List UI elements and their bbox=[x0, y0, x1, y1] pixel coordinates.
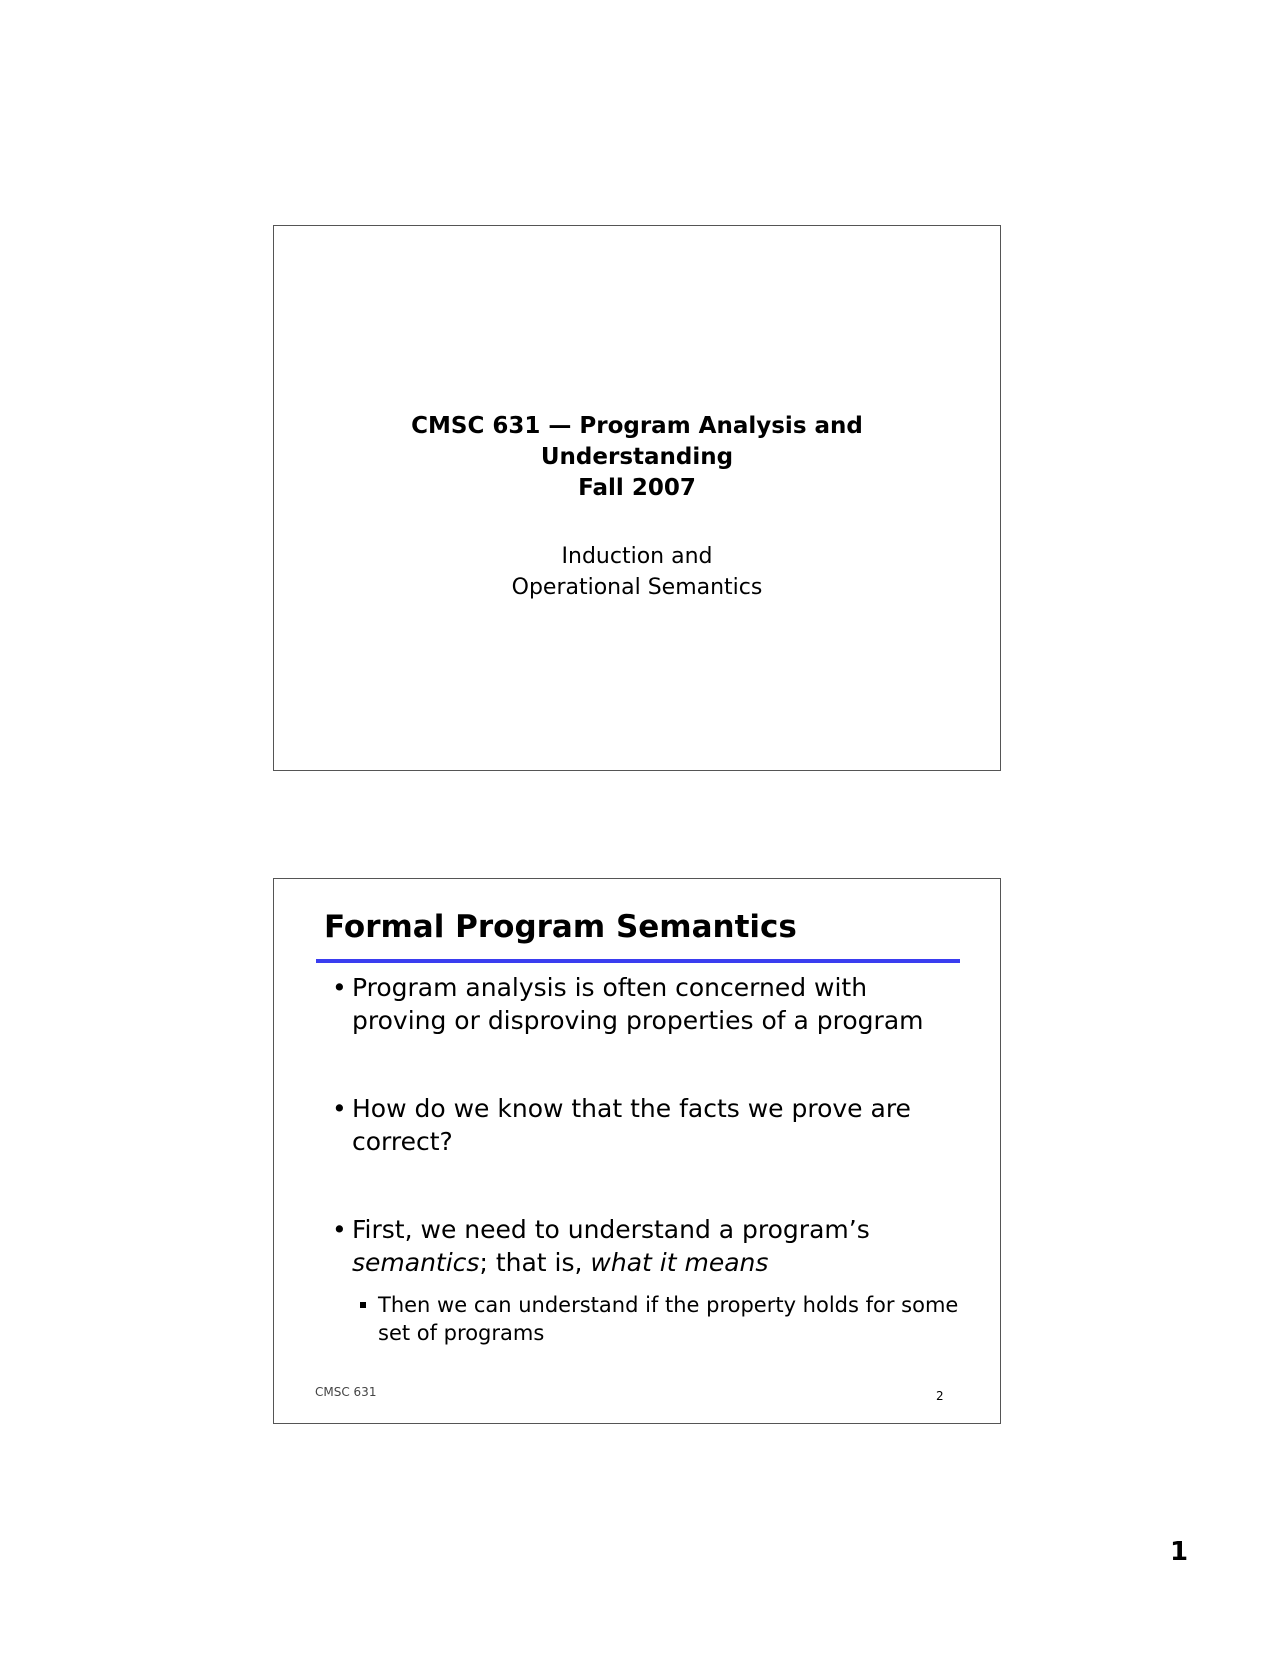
slide-1-subtitle-line: Induction and bbox=[561, 544, 713, 569]
slide-1-subtitle bbox=[274, 541, 1000, 603]
bullet-text: Program analysis is often concerned with proving or disproving properties of a program bbox=[352, 973, 924, 1035]
bullet-text: How do we know that the facts we prove are correct? bbox=[352, 1094, 911, 1156]
bullet-text-part: ; that is, bbox=[479, 1248, 591, 1277]
sub-bullet-item bbox=[352, 1291, 966, 1347]
bullet-item bbox=[326, 1092, 966, 1158]
slide-2-title: Formal Program Semantics bbox=[324, 909, 797, 945]
slide-1-subtitle-line: Operational Semantics bbox=[511, 575, 763, 600]
sub-bullet-text: Then we can understand if the property holds for some set of programs bbox=[378, 1293, 959, 1345]
slide-footer-course: CMSC 631 bbox=[315, 1385, 377, 1399]
bullet-emphasis: what it means bbox=[590, 1248, 769, 1277]
square-bullet-icon bbox=[360, 1302, 366, 1308]
bullet-dot-icon: • bbox=[332, 1215, 347, 1244]
slide-1-title-line: CMSC 631 — Program Analysis and bbox=[411, 413, 863, 439]
bullet-dot-icon: • bbox=[332, 973, 347, 1002]
slide-1-title bbox=[274, 411, 1000, 504]
bullet-list bbox=[326, 971, 966, 1347]
slide-1-title-line: Understanding bbox=[540, 444, 734, 470]
slide-2 bbox=[273, 878, 1001, 1424]
page-number: 1 bbox=[1170, 1537, 1189, 1567]
bullet-text-part: First, we need to understand a program’s bbox=[352, 1215, 870, 1244]
bullet-dot-icon: • bbox=[332, 1094, 347, 1123]
slide-number: 2 bbox=[936, 1389, 944, 1403]
title-underline bbox=[316, 959, 960, 963]
slide-1 bbox=[273, 225, 1001, 771]
slide-1-title-line: Fall 2007 bbox=[578, 475, 696, 501]
bullet-item bbox=[326, 1213, 966, 1347]
bullet-emphasis: semantics bbox=[352, 1248, 480, 1277]
bullet-item bbox=[326, 971, 966, 1037]
sub-bullet-list bbox=[352, 1291, 966, 1347]
